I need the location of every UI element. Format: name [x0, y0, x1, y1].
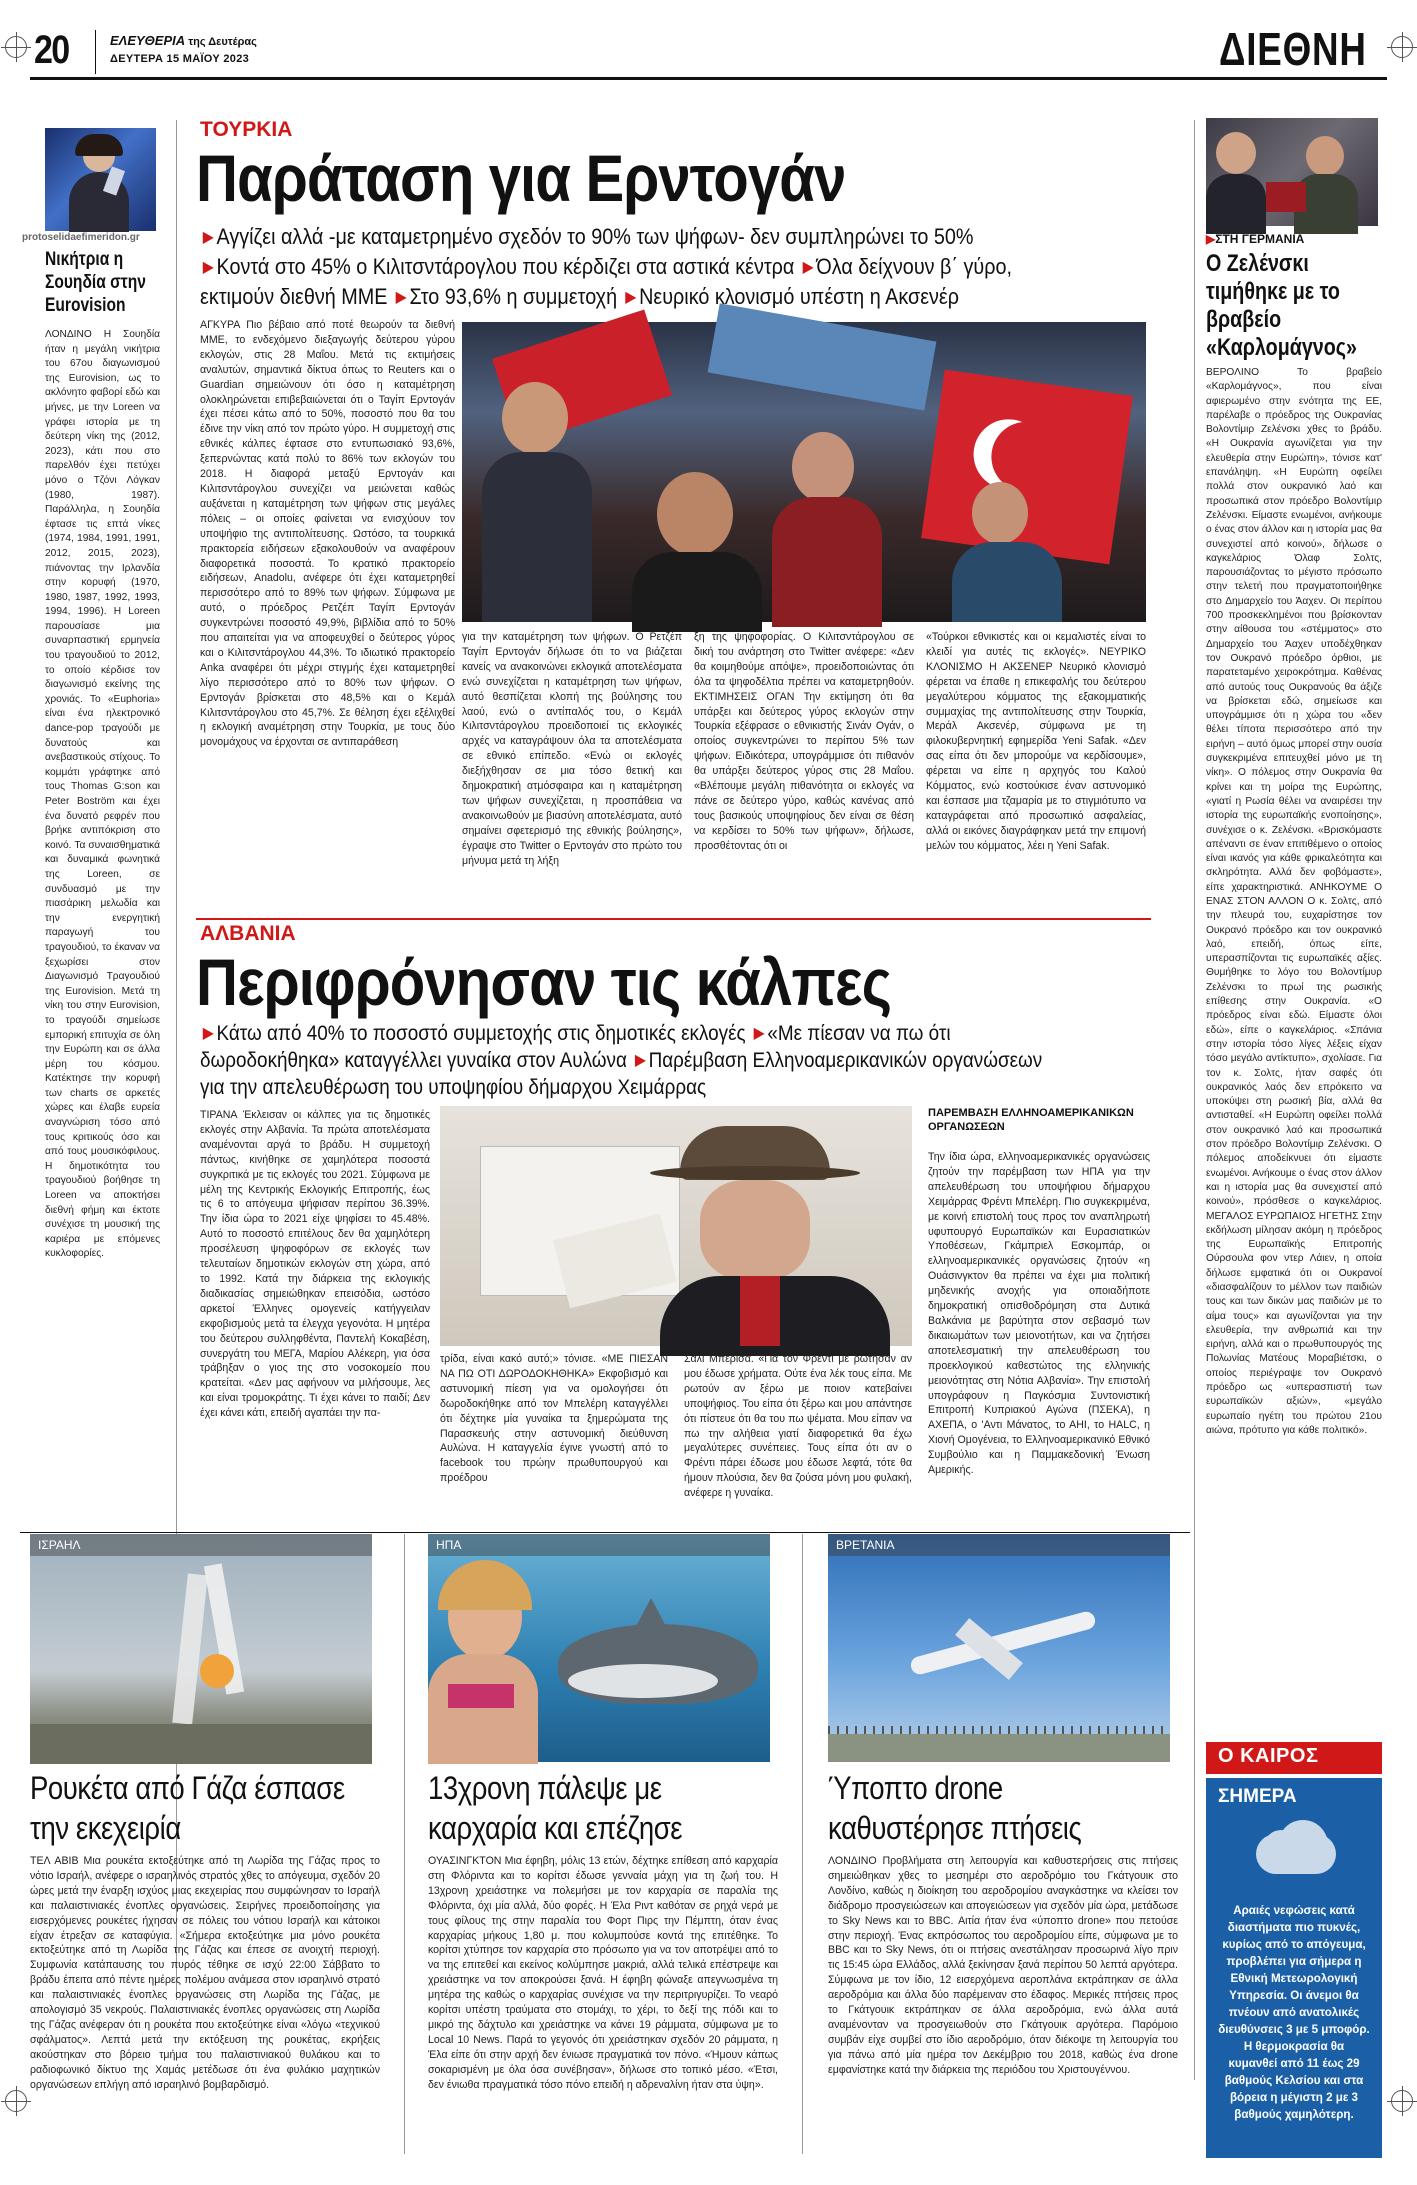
eurovision-photo [45, 128, 156, 231]
albania-bullet: «Με πίεσαν να πω ότι δωροδοκήθηκα» καταγγέλλει γυναίκα στον Αυλώνα [200, 1022, 951, 1072]
registration-mark-top-right [1391, 36, 1413, 58]
turkey-rally-photo [462, 322, 1146, 622]
paper-suffix: της Δευτέρας [188, 36, 257, 48]
weather-box [1206, 1778, 1382, 2158]
germany-kicker [1206, 232, 1304, 246]
weather-header: Ο ΚΑΙΡΟΣ [1206, 1742, 1382, 1774]
issue-date: ΔΕΥΤΕΡΑ 15 ΜΑΪΟΥ 2023 [110, 53, 250, 65]
page-number: 20 [34, 28, 69, 72]
brief-text: ΟΥΑΣΙΝΓΚΤΟΝ Μια έφηβη, μόλις 13 ετών, δέχτηκε επίθεση από καρχαρία στη Φλόριντα και το κορίτσι έδωσε γενναία μάχη για τη ζωή του. Η 13χρονη χρειάστηκε να πολεμήσει με τον καρχαρία σε παραλία της Φλόριντα, όχι μία αλλά, δύο φορές. Η Έλα Ριντ καθόταν σε ρηχά νερά με τους φίλους της στην παραλία του Φορτ Πιρς την Πέμπτη, όταν ένας καρχαρίας μήκους 1,80 μ. που κολυμπούσε κοντά της επιτέθηκε. Το κορίτσι χτύπησε τον καρχαρία στο πρόσωπο για να τον αποτρέψει από το να της επιτεθεί και εκείνος κολύμπησε μακριά, αλλά τελικά επέστρεψε και χρειάστηκε να τον αποκρούσει ξανά. Η έφηβη φώναξε απεγνωσμένα τη μητέρα της καθώς ο καρχαρίας συνέχισε να την περιτριγυρίζει. Το νεαρό κορίτσι υπέστη τραύματα στο στομάχι, το χέρι, το δεξί της πόδι και το μικρό της δάχτυλο και χρειάστηκε να κάνει 19 ράμματα, σύμφωνα με το Local 10 News. Παρά το γεγονός ότι χρειάστηκαν σχεδόν 20 ράμματα, η Έλα είπε ότι στην αρχή δεν ένιωσε πραγματικά τον πόνο. «Ήμουν κάπως σοκαρισμένη με όλα όσα συνέβησαν», δήλωσε στο τοπικό μέσο. «Έτσι, δεν ένιωθα πραγματικά τόσο πόνο επειδή η αδρεναλίνη ήταν στα ύψη». [428, 1855, 778, 2091]
albania-bullet: Κάτω από 40% το ποσοστό συμμετοχής στις δημοτικές εκλογές [216, 1022, 746, 1045]
brief-headline: Ύποπτο drone καθυστέρησε πτήσεις [828, 1770, 1082, 1846]
turkey-bullets [200, 222, 1073, 312]
registration-mark-bottom-left [5, 2090, 27, 2112]
drone-plane-photo [828, 1534, 1170, 1762]
turkey-column-3: ξη της ψηφοφορίας. Ο Κιλιτσντάρογλου σε δική του ανάρτηση στο Twitter ανέφερε: «Δεν θα κοιμηθούμε απόψε», προειδοποιώντας ότι όλα τα ψηφοδέλτια πρέπει να καταμετρηθούν. ΕΚΤΙΜΗΣΕΙΣ ΟΓΑΝ Την εκτίμηση ότι θα υπάρξει και δεύτερος γύρος εκλογών στην Τουρκία εξέφρασε ο εθνικιστής Σινάν Ογάν, ο οποίος συγκεντρώνει το περίπου 5% των ψήφων. Ειδικότερα, υπογράμμισε ότι πιθανόν θα υπάρξει δεύτερος γύρος στις 28 Μαΐου. «Βλέπουμε μεγάλη πιθανότητα οι εκλογές να πάνε σε δεύτερο γύρο, καθώς κανένας από τους βασικούς υποψηφίους δεν είναι σε θέση να κερδίσει το 50% των ψήφων», δήλωσε, προσθέτοντας ότι οι [694, 631, 914, 852]
turkey-column-4: «Τούρκοι εθνικιστές και οι κεμαλιστές είναι το κλειδί για αυτές τις εκλογές». ΝΕΥΡΙΚΟ ΚΛΟΝΙΣΜΟ Η ΑΚΣΕΝΕΡ Νευρικό κλονισμό φέρεται να έπαθε η επικεφαλής του δεύτερου μεγαλύτερου κόμματος της εξακομματικής συμμαχίας της αντιπολίτευσης στην Τουρκία, Μεράλ Ακσενέρ, σύμφωνα με τη φιλοκυβερνητική εφημερίδα Yeni Safak. «Δεν σας είπα ότι δεν μπορούμε να κερδίσουμε», φέρεται να είπε η αρχηγός του Καλού Κόμματος, ενώ κοστούκισε έναν αστυνομικό και έσπασε μια τζαμαρία με το στιγμιότυπο να καταγράφεται από προσωπικό ασφαλείας, αλλά οι εικόνες διαγράφηκαν μετά την επιμονή μελών του κόμματος, λέει η Yeni Safak. [926, 631, 1146, 852]
column-rule [802, 1534, 803, 2154]
albania-bullets [200, 1020, 1064, 1101]
albania-bullet: Παρέμβαση Ελληνοαμερικανικών οργανώσεων για την απελευθέρωση του υποψηφίου δήμαρχου Χειμάρρας [200, 1049, 1043, 1099]
germany-kicker-text: ΣΤΗ ΓΕΡΜΑΝΙΑ [1215, 232, 1305, 246]
turkey-bullet: Κοντά στο 45% ο Κιλιτσντάρογλου που κέρδιζει στα αστικά κέντρα [216, 254, 795, 279]
albania-voter-photo [440, 1106, 912, 1346]
brief-tag: ΗΠΑ [428, 1534, 770, 1556]
bullet-icon: ▶ [753, 1025, 765, 1042]
albania-headline: Περιφρόνησαν τις κάλπες [196, 945, 892, 1019]
column-rule [404, 1534, 405, 2154]
weather-today: ΣΗΜΕΡΑ [1218, 1786, 1297, 1807]
turkey-bullet: Αγγίζει αλλά -με καταμετρημένο σχεδόν το 90% των ψήφων- δεν συμπληρώνει το 50% [216, 224, 974, 249]
turkey-bullet: Όλα δείχνουν β΄ γύρο, εκτιμούν διεθνή ΜΜΕ [200, 254, 1013, 309]
turkey-kicker: ΤΟΥΡΚΙΑ [200, 118, 293, 141]
briefs-rule [20, 1532, 1190, 1533]
weather-text: Αραιές νεφώσεις κατά διαστήματα πιο πυκνές, κυρίως από το απόγευμα, προβλέπει για σήμερα η Εθνική Μετεωρολογική Υπηρεσία. Οι άνεμοι θα πνέουν από ανατολικές διευθύνσεις 3 με 5 μποφόρ. Η θερμοκρασία θα κυμανθεί από 11 έως 29 βαθμούς Κελσίου και στα βόρεια η μέγιστη 2 με 3 βαθμούς χαμηλότερη. [1218, 1904, 1370, 2121]
eurovision-text: ΛΟΝΔΙΝΟ Η Σουηδία ήταν η μεγάλη νικήτρια του 67ου διαγωνισμού της Eurovision, ως το ακλόνητο φαβορί εδώ και μήνες, με την Loreen να γράφει ιστορία με τη δεύτερη νίκη της (2012, 2023), κάτι που στο παρελθόν έχει πετύχει μόνο ο Τζόνι Λόγκαν (1980, 1987). Παράλληλα, η Σουηδία έφτασε τις επτά νίκες (1974, 1984, 1991, 1991, 2012, 2015, 2023), πιάνοντας την Ιρλανδία στην κορυφή (1970, 1980, 1987, 1992, 1993, 1994, 1996). Η Loreen παρουσίασε μια συναρπαστική ερμηνεία του τραγουδιού το 2012, το οποίο κέρδισε τον διαγωνισμό εκείνης της χρονιάς. Το «Euphoria» είναι ένα ηλεκτρονικό dance-pop τραγούδι με δυνατούς και ανεβαστικούς στίχους. Το κομμάτι γράφτηκε από τους Thomas G:son και Peter Boström και έχει ένα δυνατό ρεφρέν που βρήκε αντιπόκριση στο κοινό. Τα συναισθηματικά και δυναμικά φωνητικά της Loreen, σε συνδυασμό με την πιασάρικη μελωδία και την ενεργητική παραγωγή του τραγουδιού, το έκαναν να ξεχωρίσει στον Διαγωνισμό Τραγουδιού της Eurovision. Μετά τη νίκη του στην Eurovision, το τραγούδι σημείωσε εμπορική επιτυχία σε όλη την Ευρώπη και σε άλλα μέρη του κόσμου. Κατέκτησε την κορυφή των charts σε αρκετές χώρες και έλαβε ευρεία αναγνώριση τόσο από τους κριτικούς όσο και από τους μουσικόφιλους. Η δημοτικότητα του τραγουδιού βοήθησε τη Loreen να αποκτήσει διεθνή φήμη και έκτοτε συνέχισε τη μουσική της καριέρα με επόμενες κυκλοφορίες. [45, 329, 160, 1260]
eurovision-headline: Νικήτρια η Σουηδία στην Eurovision [45, 249, 146, 316]
registration-mark-bottom-right [1391, 2090, 1413, 2112]
albania-column-2: τρίδα, είναι κακό αυτό;» τόνισε. «ΜΕ ΠΙΕΣΑΝ ΝΑ ΠΩ ΟΤΙ ΔΩΡΟΔΟΚΗΘΗΚΑ» Εκφοβισμό και αστυνομική πίεση για να ομολογήσει ότι δωροδοκήθηκε από τον Μπελέρη καταγγέλλει ότι δέχτηκε μία γυναίκα τα ξημερώματα της Παρασκευής στην αστυνομική διεύθυνση Αυλώνα. Η καταγγελία έγινε γνωστή από το facebook του πρώην πρωθυπουργού και προέδρου [440, 1353, 668, 1485]
cloud-icon [1206, 1816, 1382, 1896]
turkey-bullet: Νευρικό κλονισμό υπέστη η Ακσενέρ [639, 284, 960, 309]
albania-kicker: ΑΛΒΑΝΙΑ [200, 922, 296, 945]
header-divider [95, 30, 96, 74]
paper-title: ΕΛΕΥΘΕΡΙΑ [110, 33, 186, 48]
turkey-column-2: για την καταμέτρηση των ψήφων. Ο Ρετζέπ Ταγίπ Ερντογάν δήλωσε ότι το να βιάζεται κανείς να ανακοινώνει εκλογικά αποτελέσματα ενώ συνεχίζεται η καταμέτρηση των ψήφων, αυτό θεσπίζεται κλοπή της βούλησης του λαού, ενώ ο αντίπαλός του, ο Κεμάλ Κιλιτσντάρογλου προειδοποιεί τις εκλογικές αρχές να καταγράψουν όλα τα αποτελέσματα σε εθνικό επίπεδο. «Ενώ οι εκλογές διεξήχθησαν σε μια τόσο θετική και δημοκρατική ατμόσφαιρα και η καταμέτρηση των ψήφων συνεχίζεται, η προσπάθεια να ανακοινωθούν με βιασύνη αποτελέσματα, αυτό σημαίνει σφετερισμό της εθνικής βούλησης», έγραψε στο Twitter ο Ερντογάν στο πρώτο του μήνυμα μετά τη λήξη [462, 631, 682, 867]
registration-mark-top-left [5, 36, 27, 58]
brief-tag: ΙΣΡΑΗΛ [30, 1534, 372, 1556]
paper-name [110, 33, 257, 48]
bullet-icon: ▶ [1206, 232, 1216, 246]
turkey-bullet: Στο 93,6% η συμμετοχή [409, 284, 618, 309]
albania-column-4: Την ίδια ώρα, ελληνοαμερικανικές οργανώσεις ζητούν την παρέμβαση των ΗΠΑ για την απελευθέρωση του υποψήφιου δήμαρχου Χειμάρρας Φρέντι Μπελέρη. Πιο συγκεκριμένα, με κοινή επιστολή τους προς τον αναπληρωτή υφυπουργό Ευρωπαϊκών και Ευρασιατικών Υποθέσεων, Γκάμπριελ Εσκομπάρ, οι ελληνοαμερικανικές οργανώσεις ζητούν «η Ουάσινγκτον θα πρέπει να έχει μια πολιτική μηδενικής ανοχής για οποιαδήποτε δημοκρατική οπισθοδρόμηση στα Δυτικά Βαλκάνια με βαρύτητα στον σεβασμό των δικαιωμάτων των μειονοτήτων, και να ζητήσει αποτελεσματική την απελευθέρωση του προεκλογικού καθεστώτος της ελληνικής μειονότητας στη Νότια Αλβανία». Την επιστολή υπογράφουν η Παγκόσμια Συντονιστική Επιτροπή Κυπριακού Αγώνα (ΠΣΕΚΑ), η ΑΧΕΠΑ, ο 'Αντι Μάνατος, το ΑΗΙ, το HALC, η Χιονή Ομογένεια, το Ελληνοαμερικανικό Εθνικό Συμβούλιο και η Παμμακεδονική Ένωση Αμερικής. [928, 1151, 1150, 1477]
albania-column-1: ΤΙΡΑΝΑ Έκλεισαν οι κάλπες για τις δημοτικές εκλογές στην Αλβανία. Τα πρώτα αποτελέσματα αναμένονται αργά το βράδυ. Η συμμετοχή πάντως, κινήθηκε σε χαμηλότερα ποσοστά συγκριτικά με τις εκλογές του 2021. Σύμφωνα με μέλη της Κεντρικής Εκλογικής Επιτροπής, έως τις 6 το απόγευμα ψήφισαν περίπου 36.39%. Την ίδια ώρα το 2021 είχε ψηφίσει το 45.48%. Αυτό το ποσοστό επιτέλους δεν θα χαμηλότερη προσέλευση ψηφοφόρων σε εκλογές των τελευταίων δημοτικών εκλογών στη χώρα, από το 1992. Κατά την διάρκεια της εκλογικής διαδικασίας σημειώθηκαν επεισόδια, ωστόσο αρκετοί Έλληνες ομογενείς κατήγγειλαν εκφοβισμούς μετά τα έλεγχα γεγονότα. Η μητέρα του δεύτερου συλληφθέντα, Παντελή Κοκαβέση, συνεργάτη του ΜΕΓΑ, Μαρίου Αλέκερη, για όσα τράβηξαν ο γιος της στο νοσοκομείο που κρατείται. «Δεν μας αφήνουν να μιλήσουμε, λες και είναι τρομοκράτης. Τι έχει κάνει το παιδί; Δεν έχει κάνει κάτι, επειδή αγαπάει την πα- [200, 1109, 430, 1420]
bullet-icon: ▶ [202, 259, 214, 276]
column-rule [1194, 120, 1195, 2080]
bullet-icon: ▶ [395, 289, 407, 306]
bullet-icon: ▶ [202, 1025, 214, 1042]
bullet-icon: ▶ [202, 229, 214, 246]
brief-headline: Ρουκέτα από Γάζα έσπασε την εκεχειρία [30, 1770, 345, 1846]
brief-text: ΛΟΝΔΙΝΟ Προβλήματα στη λειτουργία και καθυστερήσεις στις πτήσεις σημειώθηκαν χθες το μεσημέρι στο αεροδρόμιο του Γκάτγουικ στο Λονδίνο, καθώς η διοίκηση του αεροδρομίου αναγκάστηκε να κλείσει τον διάδρομο προσγειώσεων και απογειώσεων για σχεδόν μία ώρα, μετάδωσε το Sky News και το BBC. Αιτία ήταν ένα «ύποπτο drone» που πετούσε στην περιοχή. Ένας εκπρόσωπος του αεροδρομίου είπε, σύμφωνα με το BBC και το Sky News, ότι οι πτήσεις ανεστάλησαν προσωρινά λίγο πριν τις 15:45 ώρα Ελλάδος, αλλά ξεκίνησαν ξανά περίπου 50 λεπτά αργότερα. Σύμφωνα με τον ίδιο, 12 εισερχόμενα αεροπλάνα εκτράπηκαν σε άλλα αεροδρόμια και άλλα δύο παρέμειναν στο έδαφος. Μερικές πτήσεις προς το Γκάτγουικ εκτράπηκαν σε άλλα αεροδρόμια, ενώ άλλα αυτά αναμένονταν να προσγειωθούν στο Γκάτγουικ αργότερα. Παρόμοιο συμβάν είχε συμβεί στο ίδιο αεροδρόμιο, όταν διέκοψε τη λειτουργία του για πάνω από μία ημέρα τον Δεκέμβριο του 2018, καθώς ένα drone εμφανίστηκε κατά την διάρκεια της περιόδου του Χριστουγέννου. [828, 1855, 1178, 2076]
turkey-column-1: ΑΓΚΥΡΑ Πιο βέβαιο από ποτέ θεωρούν τα διεθνή ΜΜΕ, το ενδεχόμενο διεξαγωγής δεύτερου γύρου εκλογών, στις 28 Μαΐου. Μετά τις εκτιμήσεις αναλυτών, σημαντικά δίκτυα όπως το Reuters και ο Guardian σημειώνουν ότι όσο η καταμέτρηση ολοκληρώνεται επιβεβαιώνεται ότι ο Ταγίπ Ερντογάν έχει πέσει κάτω από το 50%, ποσοστό που θα του έδινε την νίκη από τον πρώτο γύρο. Η συμμετοχή στις εθνικές κάλπες έφτασε στο εντυπωσιακό 93,6%, ξεπερνώντας κατά πολύ το 86% των εκλογών του 2018. Η διαφορά μεταξύ Ερντογάν και Κιλιτσντάρογλου συνεχίζει να μειώνεται καθώς αυξάνεται η καταμέτρηση των ψήφων στις μεγάλες πόλεις – οι οποίες φαίνεται να ενισχύουν τον υποψήφιο της αντιπολίτευσης. Ωστόσο, τα τουρκικά πρακτορεία ειδήσεων εξακολουθούν να αναφέρουν διαφορετικά ποσοστά. Το κρατικό πρακτορείο ειδήσεων, Anadolu, ανέφερε ότι έχει καταμετρηθεί περισσότερο από το 89% των ψήφων. Σύμφωνα με αυτό, ο πρόεδρος Ρετζέπ Ταγίπ Ερντογάν συγκεντρώνει ποσοστό 49,9%, βιβλίδια από το 50% που απαιτείται για να αποφευχθεί ο δεύτερος γύρος και ο Κιλιτσντάρογλου 44,3%. Το ιδιωτικό πρακτορείο Anka αναφέρει ότι μέχρι στιγμής έχει καταμετρηθεί λίγο περισσότερο από το 80% των ψήφων. Ο Ερντογάν βρίσκεται στο 48,5% και ο Κεμάλ Κιλιτσντάρογλου στο 45,7%. Σε θέληση έχει εξέλιχθεί η εκλογική αναμέτρηση στην Τουρκία, με τους δύο μονομάχους να έρχονται σε αντιπαράθεση [200, 319, 455, 749]
shark-girl-photo [428, 1534, 770, 1762]
section-title: ΔΙΕΘΝΗ [1219, 23, 1367, 75]
albania-column-4-subhead: ΠΑΡΕΜΒΑΣΗ ΕΛΛΗΝΟΑΜΕΡΙΚΑΝΙΚΩΝ ΟΡΓΑΝΩΣΕΩΝ [928, 1107, 1134, 1133]
zelensky-award-photo [1206, 118, 1378, 226]
header-rule [30, 77, 1387, 80]
watermark: protoselidaefimeridon.gr [22, 232, 140, 243]
albania-column-3: Σαλί Μπερίσα. «Για τον Φρέντι με ρώτησαν αν μου έδωσε χρήματα. Ούτε ένα λέκ τους είπα. Με ρωτούν αν ξέρω με ποιον κατεβαίνει υποψήφιος. Του είπα ότι ξέρω και μου απάντησε ότι πίστευε ότι θα του πω ψέματα. Μου είπαν να πω την αλήθεια γιατί διαφορετικά θα έχω μεγαλύτερες συνέπειες. Τους είπα ότι αν ο Φρέντι πάρει έδωσε μου έδωσε λεφτά, τότε θα ήμουν πλούσια, δεν θα ζούσα μόνη μου φυλακή, ανέφερε η γυναίκα. [684, 1353, 912, 1500]
gaza-rocket-photo [30, 1534, 372, 1762]
section-rule [196, 918, 1151, 920]
brief-headline: 13χρονη πάλεψε με καρχαρία και επέζησε [428, 1770, 683, 1846]
bullet-icon: ▶ [802, 259, 814, 276]
bullet-icon: ▶ [625, 289, 637, 306]
germany-text: ΒΕΡΟΛΙΝΟ Το βραβείο «Καρλομάγνος», που είναι αφιερωμένο στην ενότητα της ΕΕ, παρέλαβε ο πρόεδρος της Ουκρανίας Βολοντίμιρ Ζελένσκι χθες το βράδυ. «Η Ουκρανία αγωνίζεται για την ελευθερία στην Ευρώπη», τόνισε κατ' επανάληψη. «Η Ευρώπη οφείλει πολλά στον ουκρανικό λαό και προσωπικά στον πρόεδρο Βολοντίμιρ Ζελένσκι. Είμαστε ενωμένοι, ανήκουμε ο ένας στον άλλον και η ιστορία μας θα συνεχιστεί από κοινού», δήλωσε ο καγκελάριος Όλαφ Σολτς, παρουσιάζοντας το μέγιστο πρόσωπο στην τελετή που πραγματοποιήθηκε στο Δημαρχείο του Άαχεν. Οι περίπου 700 προσκεκλημένοι που βρίσκονταν στην αίθουσα του «στέμματος» στο Δημαρχείο του Άαχεν υποδέχθηκαν τον Ουκρανό πρόεδρο όρθιοι, με παρατεταμένο χειροκρότημα. Καθένας από αυτούς τους Ουκρανούς θα άξιζε να βρίσκεται εδώ, σημείωσε και υπογράμμισε ότι η χώρα του «δεν θέλει τίποτα περισσότερο από την ειρήνη – αυτό όμως μπορεί στην ουσία συγκεκριμένα επιτευχθεί μόνο με τη νίκη». Ο πόλεμος στην Ουκρανία θα κρίνει και τη μοίρα της Ευρώπης, «γιατί η Ρωσία θέλει να αναιρέσει την ιστορία της ευρωπαϊκής ενοποίησης», συνέχισε ο κ. Ζελένσκι. «Βρισκόμαστε απέναντι σε έναν επιτιθέμενο ο οποίος είναι ικανός για κάθε φρικαλεότητα και σκληρότητα. Αλλά δεν φοβόμαστε», είπε χαρακτηριστικά. ΑΝΗΚΟΥΜΕ Ο ΕΝΑΣ ΣΤΟΝ ΑΛΛΟΝ Ο κ. Σολτς, από την πλευρά του, ευχαρίστησε τον Ουκρανό πρόεδρο και τον ουκρανικό λαό, επειδή, όπως είπε, υπερασπίζονται τις ευρωπαϊκές αξίες. Θυμήθηκε το λόγο του Βολοντίμυρ Ζελένσκι το πρωί της ρωσικής επίθεσης στην Ουκρανία. «Ο πρόεδρος είναι εδώ. Είμαστε όλοι εδώ», είπε ο καγκελάριος. «Σπάνια στην ιστορία τόσο λίγες λέξεις είχαν τόσο μεγάλο αντίκτυπο», σχολίασε. Για τον κ. Σολτς, ήταν σαφές ότι ουκρανικός λαός δεν επρόκειτο να υποκύψει στη ρωσική βία, αλλά θα αντισταθεί. «Η Ευρώπη οφείλει πολλά στον ουκρανικό λαό και προσωπικά στον πρόεδρο Βολοντίμιρ Ζελένσκι. Ο πόλεμος αποδείκνυει ότι είμαστε ενωμένοι. Ανήκουμε ο ένας στον άλλον και η ιστορία μας θα συνεχιστεί από κοινού», πρόσθεσε ο καγκελάριος. ΜΕΓΑΛΟΣ ΕΥΡΩΠΑΙΟΣ ΗΓΕΤΗΣ Στην εκδήλωση μίλησαν ακόμη η πρόεδρος της Ευρωπαϊκής Επιτροπής Ούρσουλα φον ντερ Λάιεν, η οποία δήλωσε εμφατικά ότι οι Ουκρανοί «διασφαλίζουν το μέλλον των παιδιών τους και των δικών μας παιδιών με το αίμα τους» και αγωνίζονται για την ελευθερία, την ανθρωπιά και την ειρήνη, αλλά και ο πρωθυπουργός της Πολωνίας Ματέους Μοραβιέτσκι, ο οποίος περιέγραψε τον Ουκρανό πρόεδρο ως «υπερασπιστή των ευρωπαϊκών αξιών», «μεγάλο ευρωπαίο ηγέτη του πρώτου 21ου αιώνα, πρότυπο για κάθε πολιτικό». [1206, 367, 1382, 1436]
germany-headline: Ο Ζελένσκι τιμήθηκε με το βραβείο «Καρλομάγνος» [1206, 250, 1357, 361]
brief-text: ΤΕΛ ΑΒΙΒ Μια ρουκέτα εκτοξεύτηκε από τη Λωρίδα της Γάζας προς το νότιο Ισραήλ, ανέφερε ο ισραηλινός στρατός χθες το απόγευμα, σχεδόν 20 ώρες μετά την έναρξη ισχύος μιας εκεχειρίας που συμφώνησαν το Ισραήλ και παλαιστινιακές ένοπλες οργανώσεις. Σειρήνες προειδοποίησης για εισερχόμενες ρουκέτες ήχησαν σε πόλεις του νότιου Ισραήλ και κάτοικοι είχαν έτρεξαν σε καταφύγια. «Σήμερα εκτοξεύτηκε μια μόνο ρουκέτα εκτοξεύτηκε από τη Λωρίδα της Γάζας και έπεσε σε ανοιχτή περιοχή. Συμφωνία κατάπαυσης του πυρός τέθηκε σε ισχύ 22:00 Σάββατο το βράδυ έπειτα από πέντε ημέρες πολέμου ανάμεσα στον ισραηλινό στρατό και παλαιστινιακές ένοπλες οργανώσεις στη Λωρίδα της Γάζας, με απολογισμό 35 νεκρούς. Παλαιστινιακές ένοπλες οργανώσεις στη Λωρίδα της Γάζας ανέφεραν ότι η ρουκέτα που εκτοξεύτηκε είναι «λόγω «τεχνικού σφάλματος». Λεπτά μετά την εκτόξευση της ρουκέτας, εκρήξεις ακούστηκαν στο βόρειο τμήμα του παλαιστινιακού θυλάκου και το ραδιοφωνικό δίκτυο της Χαμάς μετέδωσε ότι ένα φυλάκιο μαχητικών οργανώσεων επλήγη από ισραηλινό βομβαρδισμό. [30, 1855, 380, 2091]
brief-tag: ΒΡΕΤΑΝΙΑ [828, 1534, 1170, 1556]
bullet-icon: ▶ [634, 1052, 646, 1069]
turkey-headline: Παράταση για Ερντογάν [196, 141, 846, 215]
